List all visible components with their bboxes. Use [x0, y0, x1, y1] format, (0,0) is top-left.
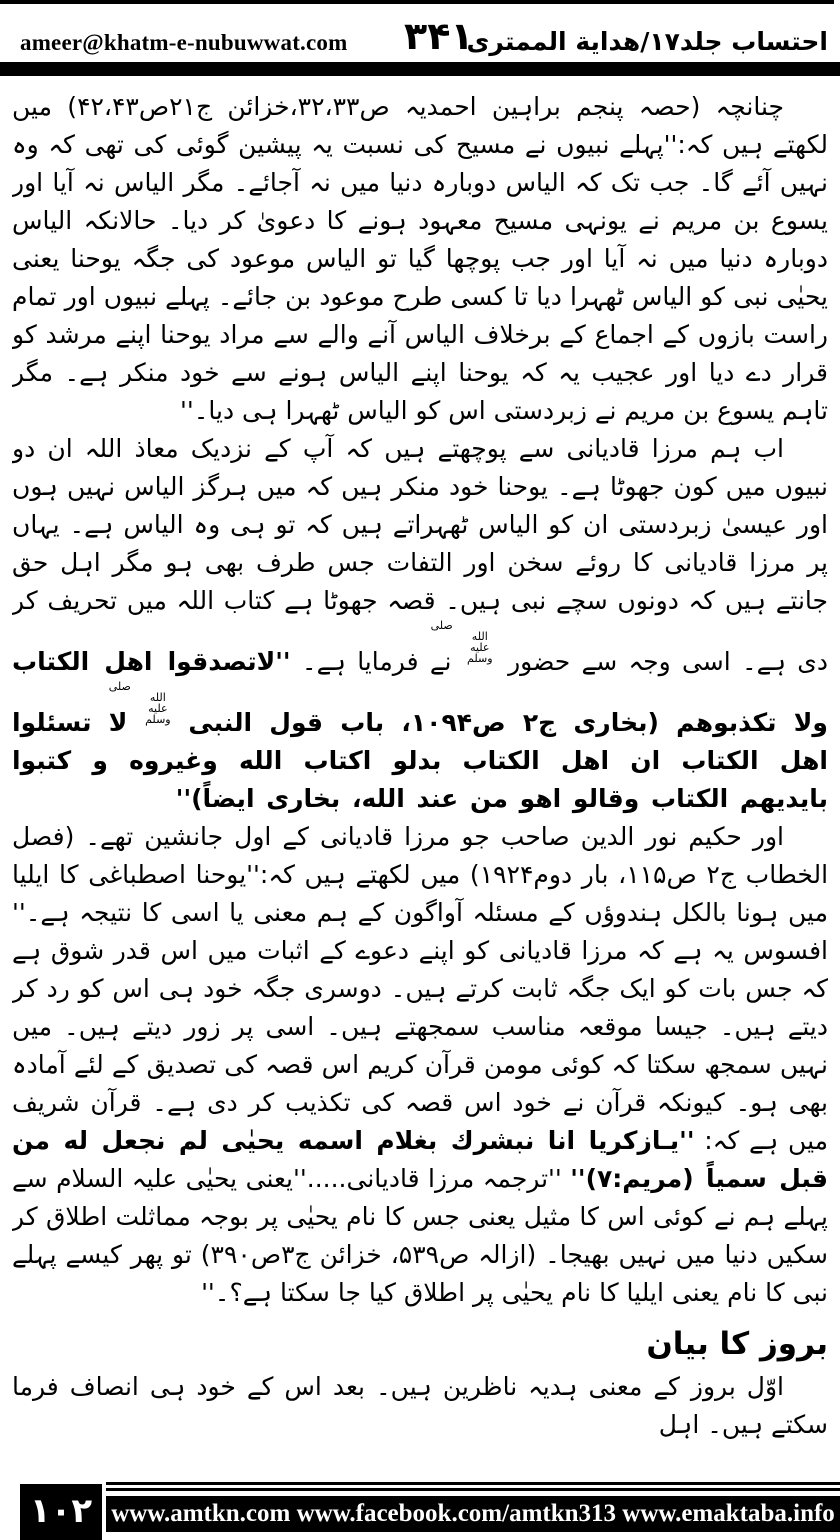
footer-websites-text: www.amtkn.com www.facebook.com/amtkn313 www.emaktaba.info — [106, 1496, 840, 1532]
paragraph-2 — [12, 430, 828, 818]
body-text — [12, 88, 828, 1474]
header-email-text: ameer@khatm-e-nubuwwat.com — [20, 30, 348, 55]
paragraph-4 — [12, 1368, 828, 1444]
paragraph-3-urdu-2: ''ترجمہ مرزا قادیانی.....''یعنی یحیٰی علیہ السلام سے پہلے ہم نے کوئی اس کا مثیل یعنی جس کا نام یحیٰی پر بوجہ مماثلت اطلاق کر سکیں دنیا میں نہیں بھیجا۔ (ازالہ ص۵۳۹، خزائن ج۳ص۳۹۰) تو پھر کیسے پہلے نبی کا نام یعنی ایلیا کا نام یحیٰی پر اطلاق کیا جا سکتا ہے؟۔'' — [12, 1164, 828, 1307]
paragraph-3-arabic-quote: ''یـازکریا انا نبشرك بغلام اسمه یحیٰی لم نجعل له من قبل سمیاً (مریم:۷)'' — [12, 1126, 828, 1193]
paragraph-3 — [12, 818, 828, 1312]
footer-double-rule — [106, 1482, 840, 1494]
honorific-mark-1: صلى الله عليه وسلم — [430, 619, 493, 665]
header-book-title: احتساب جلد۱۷/هدایة الممتری — [466, 27, 828, 56]
footer-page-number: ۱۰۲ — [20, 1484, 102, 1540]
paragraph-2-urdu-1: اب ہم مرزا قادیانی سے پوچھتے ہیں کہ آپ کے نزدیک معاذ اللہ ان دو نبیوں میں کون جھوٹا ہے۔ یوحنا خود منکر ہیں کہ میں ہرگز الیاس نہیں ہوں اور عیسیٰ زبردستی ان کو الیاس ٹھہراتے ہیں کہ تو ہی وہ الیاس ہے۔ یہاں پر مرزا قادیانی کا روئے سخن اور التفات جس طرف بھی ہو مگر اہل حق جانتے ہیں کہ دونوں سچے نبی ہیں۔ قصہ جھوٹا ہے کتاب اللہ میں تحریف کر دی ہے۔ اسی وجہ سے حضور — [12, 434, 828, 676]
paragraph-2-urdu-2: نے فرمایا ہے۔ — [301, 647, 452, 676]
paragraph-4-text: اوّل بروز کے معنی ہدیہ ناظرین ہیں۔ بعد اس کے خود ہی انصاف فرما سکتے ہیں۔ اہل — [12, 1372, 828, 1439]
page-footer — [0, 1482, 840, 1540]
header-page-number: ۳۴۱ — [404, 14, 474, 58]
page-header — [14, 10, 830, 58]
top-rule-divider — [0, 0, 834, 4]
honorific-mark-2: صلى الله عليه وسلم — [108, 680, 171, 726]
footer-rule-bottom — [106, 1488, 840, 1491]
header-divider-bar — [0, 62, 840, 76]
paragraph-2-arabic-quote-1: ''لاتصدقوا اهل الکتاب ولا تکذبوهم (بخاری ج۲ ص۱۰۹۴، باب قول النبی — [12, 647, 828, 737]
section-heading: بروز کا بیان — [646, 1326, 828, 1362]
paragraph-1-text: چنانچہ (حصہ پنجم براہین احمدیہ ص۳۲،۳۳،خزائن ج۲۱ص۴۲،۴۳) میں لکھتے ہیں کہ:''پہلے نبیوں نے مسیح کی نسبت یہ پیشین گوئی کی تھی کہ وہ نہیں آئے گا۔ جب تک کہ الیاس دوبارہ دنیا میں نہ آجائے۔ مگر الیاس نہ آیا اور یسوع بن مریم نے یونہی مسیح معہود ہونے کا دعویٰ کر دیا۔ حالانکہ الیاس دوبارہ دنیا میں نہ آیا اور جب پوچھا گیا تو الیاس موعود کی جگہ یوحنا یعنی یحیٰی نبی کو الیاس ٹھہرا دیا تا کسی طرح موعود بن جائے۔ پہلے نبیوں اور تمام راست بازوں کے اجماع کے برخلاف الیاس آنے والے سے مراد یوحنا اپنے مرشد کو قرار دے دیا اور عجیب یہ کہ یوحنا اپنے الیاس ہونے سے خود منکر ہے۔ مگر تاہم یسوع بن مریم نے زبردستی اس کو الیاس ٹھہرا ہی دیا۔'' — [12, 92, 828, 425]
paragraph-2-arabic-quote-2: لا تسئلوا اهل الکتاب ان اهل الکتاب بدلو اکتاب الله وغیروه و کتبوا بایدیهم الکتاب وقالو اهو من عند الله، بخاری ایضاً)'' — [12, 708, 828, 813]
paragraph-3-urdu-1: اور حکیم نور الدین صاحب جو مرزا قادیانی کے اول جانشین تھے۔ (فصل الخطاب ج۲ ص۱۱۵، بار دوم۱۹۲۴) میں لکھتے ہیں کہ:''یوحنا اصطباغی کا ایلیا میں ہونا بالکل ہندوؤں کے مسئلہ آواگون کے ہم معنی یا اسی کا نتیجہ ہے۔'' افسوس یہ ہے کہ مرزا قادیانی کو اپنے دعوے کے اثبات میں اس قدر شوق ہے کہ جس بات کو ایک جگہ ثابت کرتے ہیں۔ دوسری جگہ خود ہی اس کو رد کر دیتے ہیں۔ جیسا موقعہ مناسب سمجھتے ہیں۔ اسی پر زور دیتے ہیں۔ میں نہیں سمجھ سکتا کہ کوئی مومن قرآن کریم اس قصہ کی تصدیق کے لئے آمادہ بھی ہو۔ کیونکہ قرآن نے خود اس قصہ کی تکذیب کر دی ہے۔ قرآن شریف میں ہے کہ: — [12, 822, 828, 1155]
paragraph-1 — [12, 88, 828, 430]
footer-rule-top — [106, 1482, 840, 1485]
